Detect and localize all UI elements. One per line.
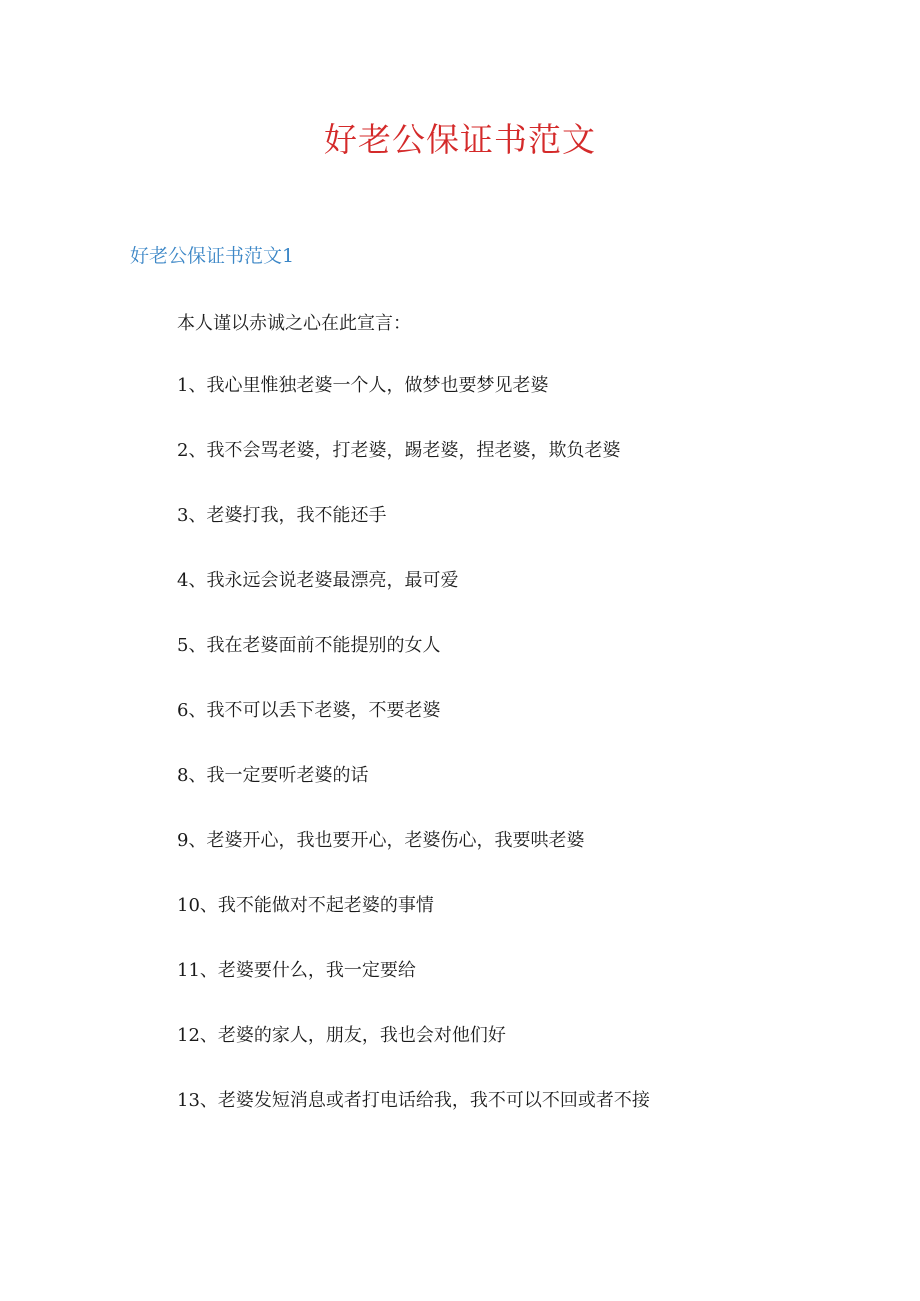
list-item: 13、老婆发短消息或者打电话给我，我不可以不回或者不接: [177, 1090, 650, 1111]
list-item: 9、老婆开心，我也要开心，老婆伤心，我要哄老婆: [177, 830, 585, 851]
list-item: 2、我不会骂老婆，打老婆，踢老婆，捏老婆，欺负老婆: [177, 440, 621, 461]
list-item: 8、我一定要听老婆的话: [177, 765, 369, 786]
intro-paragraph: 本人谨以赤诚之心在此宣言：: [177, 313, 411, 334]
list-item: 12、老婆的家人，朋友，我也会对他们好: [177, 1025, 506, 1046]
document-title: 好老公保证书范文: [324, 120, 596, 159]
list-item: 10、我不能做对不起老婆的事情: [177, 895, 434, 916]
list-item: 1、我心里惟独老婆一个人，做梦也要梦见老婆: [177, 375, 549, 396]
list-item: 4、我永远会说老婆最漂亮，最可爱: [177, 570, 459, 591]
section-heading: 好老公保证书范文1: [130, 245, 295, 267]
list-item: 11、老婆要什么，我一定要给: [177, 960, 416, 981]
list-item: 5、我在老婆面前不能提别的女人: [177, 635, 441, 656]
list-item: 3、老婆打我，我不能还手: [177, 505, 387, 526]
list-item: 6、我不可以丢下老婆，不要老婆: [177, 700, 441, 721]
